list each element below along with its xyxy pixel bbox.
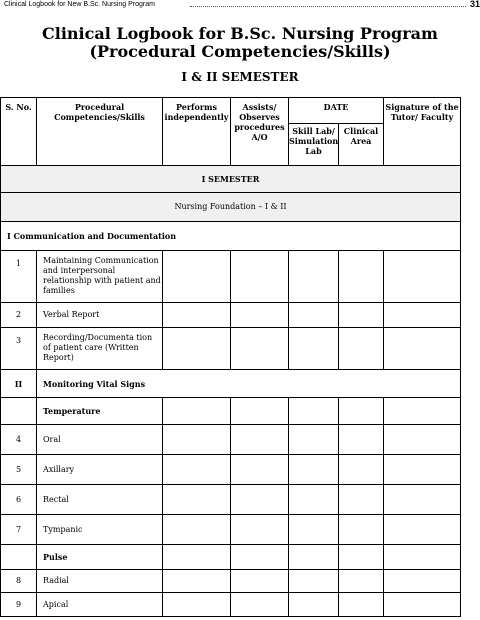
- header-procedural: Procedural Competencies/Skills: [37, 98, 163, 166]
- table-row: [1, 251, 461, 303]
- signature-cell[interactable]: [384, 515, 461, 545]
- performs-cell[interactable]: [163, 328, 231, 370]
- clinical-area-date-cell[interactable]: [339, 593, 384, 617]
- semester-heading: I & II SEMESTER: [181, 70, 299, 84]
- table-row: [1, 570, 461, 593]
- performs-cell[interactable]: [163, 251, 231, 303]
- clinical-area-date-cell[interactable]: [339, 425, 384, 455]
- clinical-area-date-cell[interactable]: [339, 303, 384, 328]
- row-number: 9: [1, 593, 37, 617]
- skill-lab-date-cell[interactable]: [289, 251, 339, 303]
- clinical-area-date-cell[interactable]: [339, 398, 384, 425]
- header-skill-lab: Skill Lab/ Simulation Lab: [289, 124, 339, 166]
- assists-cell[interactable]: [231, 328, 289, 370]
- table-row: [1, 425, 461, 455]
- skill-label: Rectal: [37, 485, 163, 515]
- clinical-area-date-cell[interactable]: [339, 455, 384, 485]
- row-number: 7: [1, 515, 37, 545]
- category-number: II: [1, 370, 37, 398]
- row-number: 1: [1, 251, 37, 303]
- skill-label: Apical: [37, 593, 163, 617]
- skill-lab-date-cell[interactable]: [289, 570, 339, 593]
- signature-cell[interactable]: [384, 303, 461, 328]
- row-number: 5: [1, 455, 37, 485]
- assists-cell[interactable]: [231, 455, 289, 485]
- empty-number-cell: [1, 545, 37, 570]
- clinical-area-date-cell[interactable]: [339, 570, 384, 593]
- skill-label: Tympanic: [37, 515, 163, 545]
- performs-cell[interactable]: [163, 593, 231, 617]
- performs-cell[interactable]: [163, 515, 231, 545]
- header-date: DATE: [289, 98, 384, 124]
- performs-cell[interactable]: [163, 398, 231, 425]
- assists-cell[interactable]: [231, 545, 289, 570]
- assists-cell[interactable]: [231, 425, 289, 455]
- assists-cell[interactable]: [231, 515, 289, 545]
- signature-cell[interactable]: [384, 398, 461, 425]
- running-header: [0, 0, 480, 10]
- category-communication: I Communication and Documentation: [1, 222, 461, 251]
- table-row: [1, 515, 461, 545]
- performs-cell[interactable]: [163, 455, 231, 485]
- assists-cell[interactable]: [231, 303, 289, 328]
- skill-label: Maintaining Communication and interpersonal relationship with patient and families: [37, 251, 163, 303]
- row-number: 3: [1, 328, 37, 370]
- signature-cell[interactable]: [384, 570, 461, 593]
- skill-lab-date-cell[interactable]: [289, 455, 339, 485]
- subhead-temperature: Temperature: [37, 398, 163, 425]
- skill-label: Axillary: [37, 455, 163, 485]
- signature-cell[interactable]: [384, 593, 461, 617]
- header-sno: S. No.: [1, 98, 37, 166]
- skill-lab-date-cell[interactable]: [289, 515, 339, 545]
- signature-cell[interactable]: [384, 251, 461, 303]
- skill-lab-date-cell[interactable]: [289, 593, 339, 617]
- signature-cell[interactable]: [384, 455, 461, 485]
- skill-lab-date-cell[interactable]: [289, 328, 339, 370]
- assists-cell[interactable]: [231, 570, 289, 593]
- header-clinical-area: Clinical Area: [339, 124, 384, 166]
- clinical-area-date-cell[interactable]: [339, 328, 384, 370]
- subhead-pulse: Pulse: [37, 545, 163, 570]
- row-number: 8: [1, 570, 37, 593]
- signature-cell[interactable]: [384, 545, 461, 570]
- performs-cell[interactable]: [163, 485, 231, 515]
- clinical-area-date-cell[interactable]: [339, 515, 384, 545]
- table-row: [1, 328, 461, 370]
- signature-cell[interactable]: [384, 425, 461, 455]
- skill-label: Radial: [37, 570, 163, 593]
- table-row: [1, 593, 461, 617]
- header-signature: Signature of the Tutor/ Faculty: [384, 98, 461, 166]
- page-number: 31: [469, 0, 480, 9]
- signature-cell[interactable]: [384, 328, 461, 370]
- signature-cell[interactable]: [384, 485, 461, 515]
- row-number: 4: [1, 425, 37, 455]
- category-vital-signs: Monitoring Vital Signs: [37, 370, 461, 398]
- assists-cell[interactable]: [231, 398, 289, 425]
- clinical-area-date-cell[interactable]: [339, 251, 384, 303]
- document-subtitle: (Procedural Competencies/Skills): [89, 42, 391, 61]
- performs-cell[interactable]: [163, 303, 231, 328]
- skill-lab-date-cell[interactable]: [289, 545, 339, 570]
- assists-cell[interactable]: [231, 251, 289, 303]
- row-number: 6: [1, 485, 37, 515]
- skill-lab-date-cell[interactable]: [289, 425, 339, 455]
- table-row: [1, 303, 461, 328]
- logbook-table: [0, 97, 461, 617]
- skill-lab-date-cell[interactable]: [289, 303, 339, 328]
- running-header-text: Clinical Logbook for New B.Sc. Nursing Program: [4, 1, 155, 8]
- skill-lab-date-cell[interactable]: [289, 485, 339, 515]
- empty-number-cell: [1, 398, 37, 425]
- skill-lab-date-cell[interactable]: [289, 398, 339, 425]
- row-number: 2: [1, 303, 37, 328]
- header-assists: Assists/ Observes procedures A/O: [231, 98, 289, 166]
- performs-cell[interactable]: [163, 425, 231, 455]
- performs-cell[interactable]: [163, 570, 231, 593]
- skill-label: Verbal Report: [37, 303, 163, 328]
- clinical-area-date-cell[interactable]: [339, 485, 384, 515]
- semester-row: I SEMESTER: [1, 166, 461, 193]
- clinical-area-date-cell[interactable]: [339, 545, 384, 570]
- table-row: [1, 485, 461, 515]
- skill-label: Recording/Documenta tion of patient care (Written Report): [37, 328, 163, 370]
- table-row: [1, 455, 461, 485]
- course-row: Nursing Foundation – I & II: [1, 193, 461, 222]
- assists-cell[interactable]: [231, 485, 289, 515]
- leader-dots: [190, 6, 466, 7]
- performs-cell[interactable]: [163, 545, 231, 570]
- skill-label: Oral: [37, 425, 163, 455]
- assists-cell[interactable]: [231, 593, 289, 617]
- document-title: Clinical Logbook for B.Sc. Nursing Program: [42, 24, 438, 43]
- header-performs: Performs independently: [163, 98, 231, 166]
